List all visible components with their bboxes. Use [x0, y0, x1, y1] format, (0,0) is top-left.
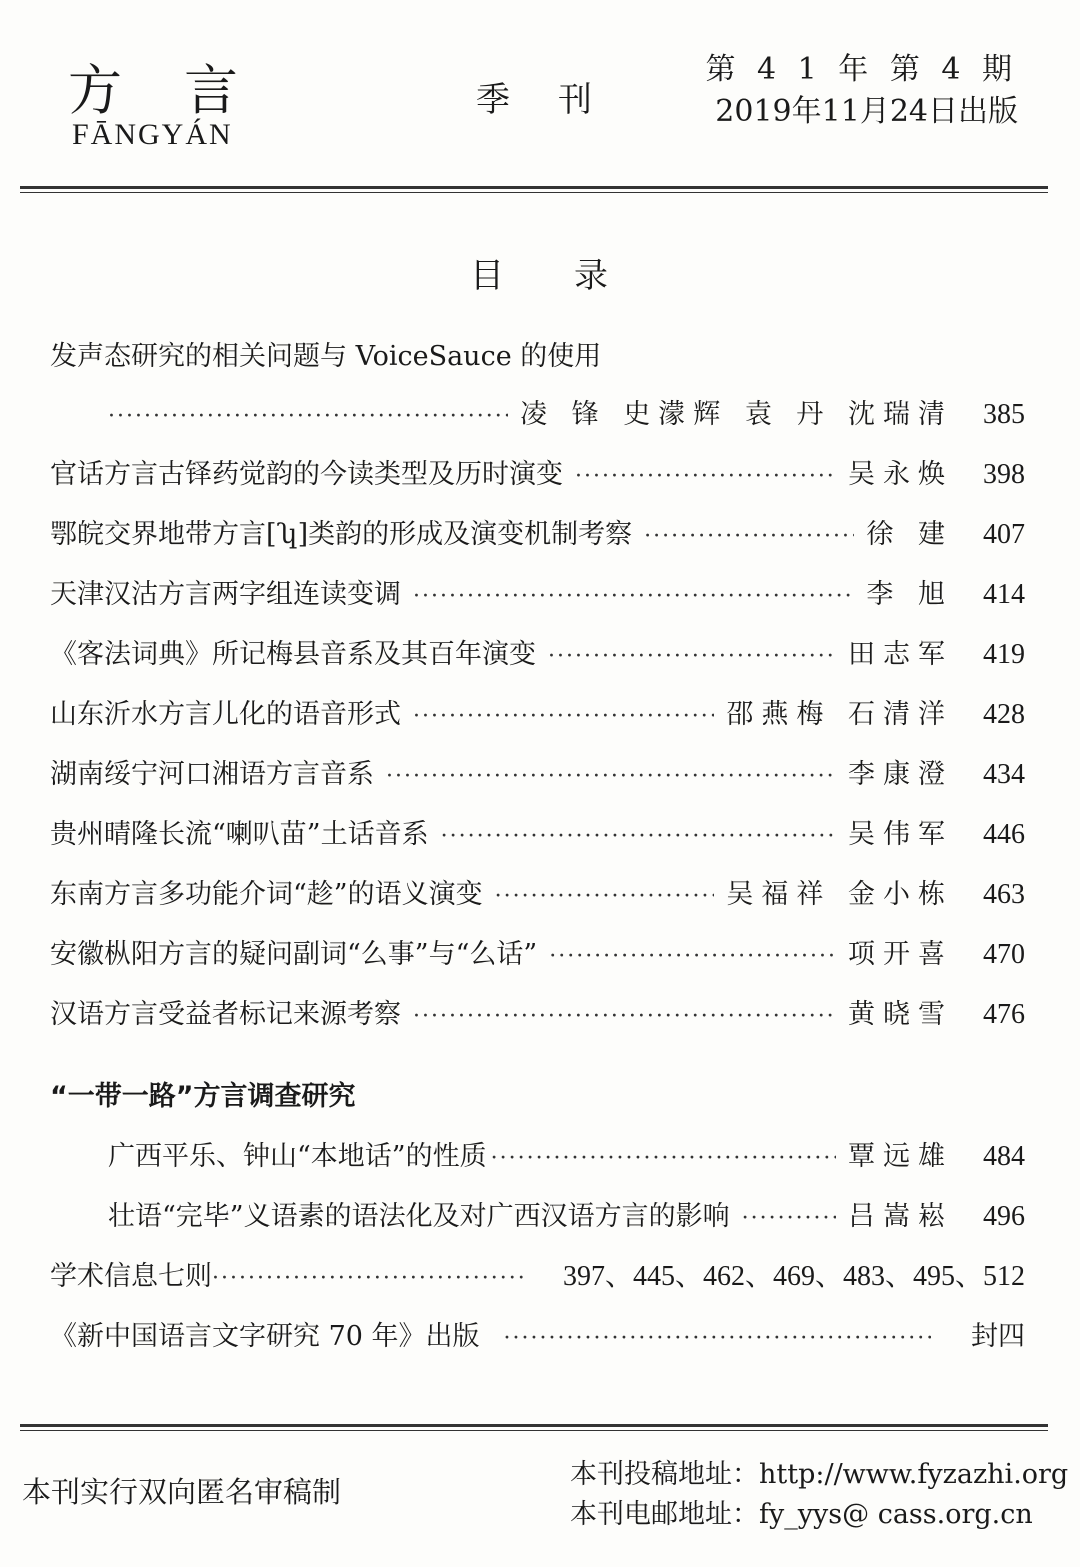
toc-entry-authors: 凌 锋 史濛辉 袁 丹 沈瑞清 [520, 399, 953, 430]
leader-dots [413, 1004, 836, 1029]
toc-entry[interactable] [50, 512, 1025, 552]
leader-dots [575, 464, 836, 489]
journal-title-pinyin: FĀNGYÁN [72, 118, 233, 151]
journal-title: 方言 [68, 59, 300, 122]
leader-dots [413, 584, 854, 609]
toc-entry-page: 397、445、462、469、483、495、512 [562, 1261, 1025, 1292]
toc-entry-page: 385 [983, 399, 1025, 430]
publication-date: 2019年11月24日出版 [715, 94, 1018, 129]
leader-dots [386, 764, 836, 789]
toc-entry-title[interactable]: 发声态研究的相关问题与 VoiceSauce 的使用 [50, 341, 602, 372]
toc-entry-authors: 徐 建 [866, 519, 953, 550]
toc-entry-authors: 田志军 [848, 639, 953, 670]
toc-entry[interactable] [108, 1194, 1025, 1234]
toc-entry-authors: 邵燕梅 石清洋 [726, 699, 953, 730]
toc-entry-authors: 吴福祥 金小栋 [726, 879, 953, 910]
leader-dots [504, 1326, 931, 1351]
submission-address[interactable]: 本刊投稿地址：http://www.fyzazhi.org [570, 1459, 1069, 1490]
leader-dots [548, 644, 836, 669]
quarterly-label: 季刊 [476, 80, 640, 120]
toc-entry-title: 壮语“完毕”义语素的语法化及对广西汉语方言的影响 [108, 1201, 730, 1232]
toc-entry-page: 446 [983, 819, 1025, 850]
issue-number: 第 4 1 年 第 4 期 [705, 52, 1018, 87]
section-heading: “一带一路”方言调查研究 [50, 1081, 356, 1112]
toc-entry[interactable] [50, 812, 1025, 852]
toc-entry-title: 《客法词典》所记梅县音系及其百年演变 [50, 639, 536, 670]
toc-entry-authors: 覃远雄 [848, 1141, 953, 1172]
leader-dots [491, 1146, 836, 1171]
toc-entry[interactable] [50, 632, 1025, 672]
toc-entry-page: 434 [983, 759, 1025, 790]
toc-entry-page: 476 [983, 999, 1025, 1030]
toc-entry-title: 东南方言多功能介词“趁”的语义演变 [50, 879, 483, 910]
leader-dots [742, 1206, 836, 1231]
review-note: 本刊实行双向匿名审稿制 [22, 1475, 342, 1509]
toc-entry-title: 《新中国语言文字研究 70 年》出版 [50, 1321, 480, 1352]
toc-entry[interactable] [50, 752, 1025, 792]
toc-entry-page: 463 [983, 879, 1025, 910]
toc-entry-title: 广西平乐、钟山“本地话”的性质 [108, 1141, 487, 1172]
toc-entry[interactable] [50, 932, 1025, 972]
toc-entry-authors: 黄晓雪 [848, 999, 953, 1030]
toc-entry-title: 安徽枞阳方言的疑问副词“么事”与“么话” [50, 939, 538, 970]
footer-divider [20, 1424, 1048, 1427]
toc-entry-authors: 吴永焕 [848, 459, 953, 490]
toc-entry-page: 封四 [971, 1321, 1025, 1352]
toc-entry-title: 鄂皖交界地带方言[ʮ]类韵的形成及演变机制考察 [50, 519, 633, 550]
footer-divider-thin [20, 1430, 1048, 1431]
toc-entry[interactable] [50, 992, 1025, 1032]
toc-entry-authors: 李 旭 [866, 579, 953, 610]
leader-dots [495, 884, 715, 909]
toc-entry[interactable] [50, 572, 1025, 612]
toc-entry-title: 山东沂水方言儿化的语音形式 [50, 699, 401, 730]
toc-entry-page: 484 [983, 1141, 1025, 1172]
leader-dots [549, 944, 836, 969]
leader-dots [108, 404, 508, 429]
toc-entry[interactable] [50, 872, 1025, 912]
toc-entry-page: 470 [983, 939, 1025, 970]
toc-entry-page: 428 [983, 699, 1025, 730]
toc-entry-page: 407 [983, 519, 1025, 550]
email-address[interactable]: 本刊电邮地址：fy_yys@ cass.org.cn [570, 1499, 1033, 1530]
header-divider [20, 186, 1048, 189]
toc-entry[interactable] [50, 1254, 1025, 1294]
header-divider-thin [20, 192, 1048, 193]
toc-entry-page: 419 [983, 639, 1025, 670]
toc-entry-page: 414 [983, 579, 1025, 610]
toc-entry[interactable] [108, 392, 1025, 432]
toc-entry-title: 贵州晴隆长流“喇叭苗”土话音系 [50, 819, 429, 850]
toc-entry[interactable] [50, 452, 1025, 492]
leader-dots [441, 824, 836, 849]
toc-entry-title: 汉语方言受益者标记来源考察 [50, 999, 401, 1030]
toc-entry-authors: 李康澄 [848, 759, 953, 790]
leader-dots [644, 524, 854, 549]
toc-entry-title: 官话方言古铎药觉韵的今读类型及历时演变 [50, 459, 563, 490]
toc-entry[interactable] [108, 1134, 1025, 1174]
toc-entry-page: 496 [983, 1201, 1025, 1232]
toc-entry-authors: 吕嵩崧 [848, 1201, 953, 1232]
leader-dots [212, 1266, 523, 1291]
toc-entry[interactable] [50, 692, 1025, 732]
toc-entry[interactable] [50, 1314, 1025, 1354]
toc-entry-authors: 项开喜 [848, 939, 953, 970]
toc-entry-title: 天津汉沽方言两字组连读变调 [50, 579, 401, 610]
toc-entry-page: 398 [983, 459, 1025, 490]
toc-entry-title: 湖南绥宁河口湘语方言音系 [50, 759, 374, 790]
toc-entry-title: 学术信息七则 [50, 1261, 212, 1292]
toc-heading: 目录 [470, 256, 678, 296]
toc-entry-authors: 吴伟军 [848, 819, 953, 850]
leader-dots [413, 704, 714, 729]
